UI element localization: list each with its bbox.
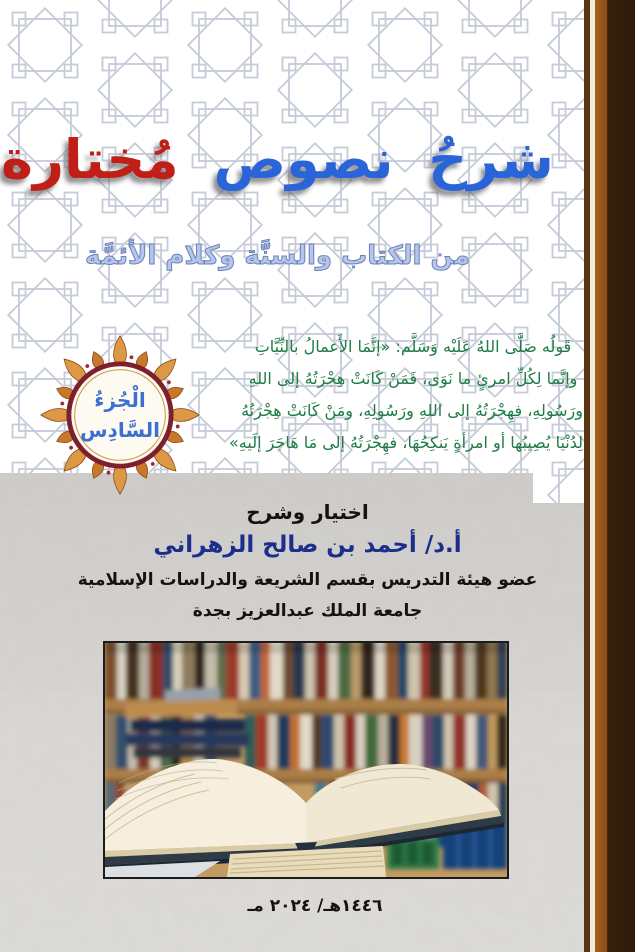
byline-role: اختيار وشرح xyxy=(246,500,369,524)
library-photo xyxy=(103,641,509,879)
badge-label-line1: الْجُزءُ xyxy=(94,388,146,412)
badge-label-line2: السَّادِس xyxy=(79,418,161,442)
hadith-line: وإنَّما لِكُلِّ امرئٍ ما نَوَى، فَمَنْ كَانَتْ هِجْرَتُهُ إلى اللهِ xyxy=(248,369,578,388)
hadith-line: لِدُنْيَا يُصِيبُها أو امرأةٍ يَنكِحُهَا، فهِجْرَتُهُ إلى مَا هَاجَرَ إلَيهِ» xyxy=(229,433,583,452)
subtitle: من الكتاب والسنَّة وكلام الأئمَّة xyxy=(85,241,470,271)
author-name: أ.د/ أحمد بن صالح الزهراني xyxy=(153,532,462,558)
hadith-line: قَولُه صَلَّى اللهُ عَلَيْه وَسَلَّم: «إنَّمَا الأَعمالُ بالنِّيَّاتِ xyxy=(254,337,572,356)
title-highlight: مُختارة xyxy=(1,128,179,191)
publication-date: ١٤٤٦هـ/ ٢٠٢٤ مـ xyxy=(247,896,383,916)
hadith-text xyxy=(229,331,583,459)
page-title xyxy=(0,128,555,191)
open-book-illustration xyxy=(105,643,507,877)
accent-bar xyxy=(584,0,635,952)
part-badge xyxy=(38,333,202,497)
title-main: شرحُ نصوص xyxy=(213,128,554,191)
hadith-line: ورَسُولِهِ، فهِجْرَتُهُ إلى اللهِ ورَسُولِهِ، ومَنْ كَانَتْ هِجْرَتُهُ xyxy=(241,401,583,420)
author-university: جامعة الملك عبدالعزيز بجدة xyxy=(192,601,423,621)
author-position: عضو هيئة التدريس بقسم الشريعة والدراسات الإسلامية xyxy=(77,570,538,590)
